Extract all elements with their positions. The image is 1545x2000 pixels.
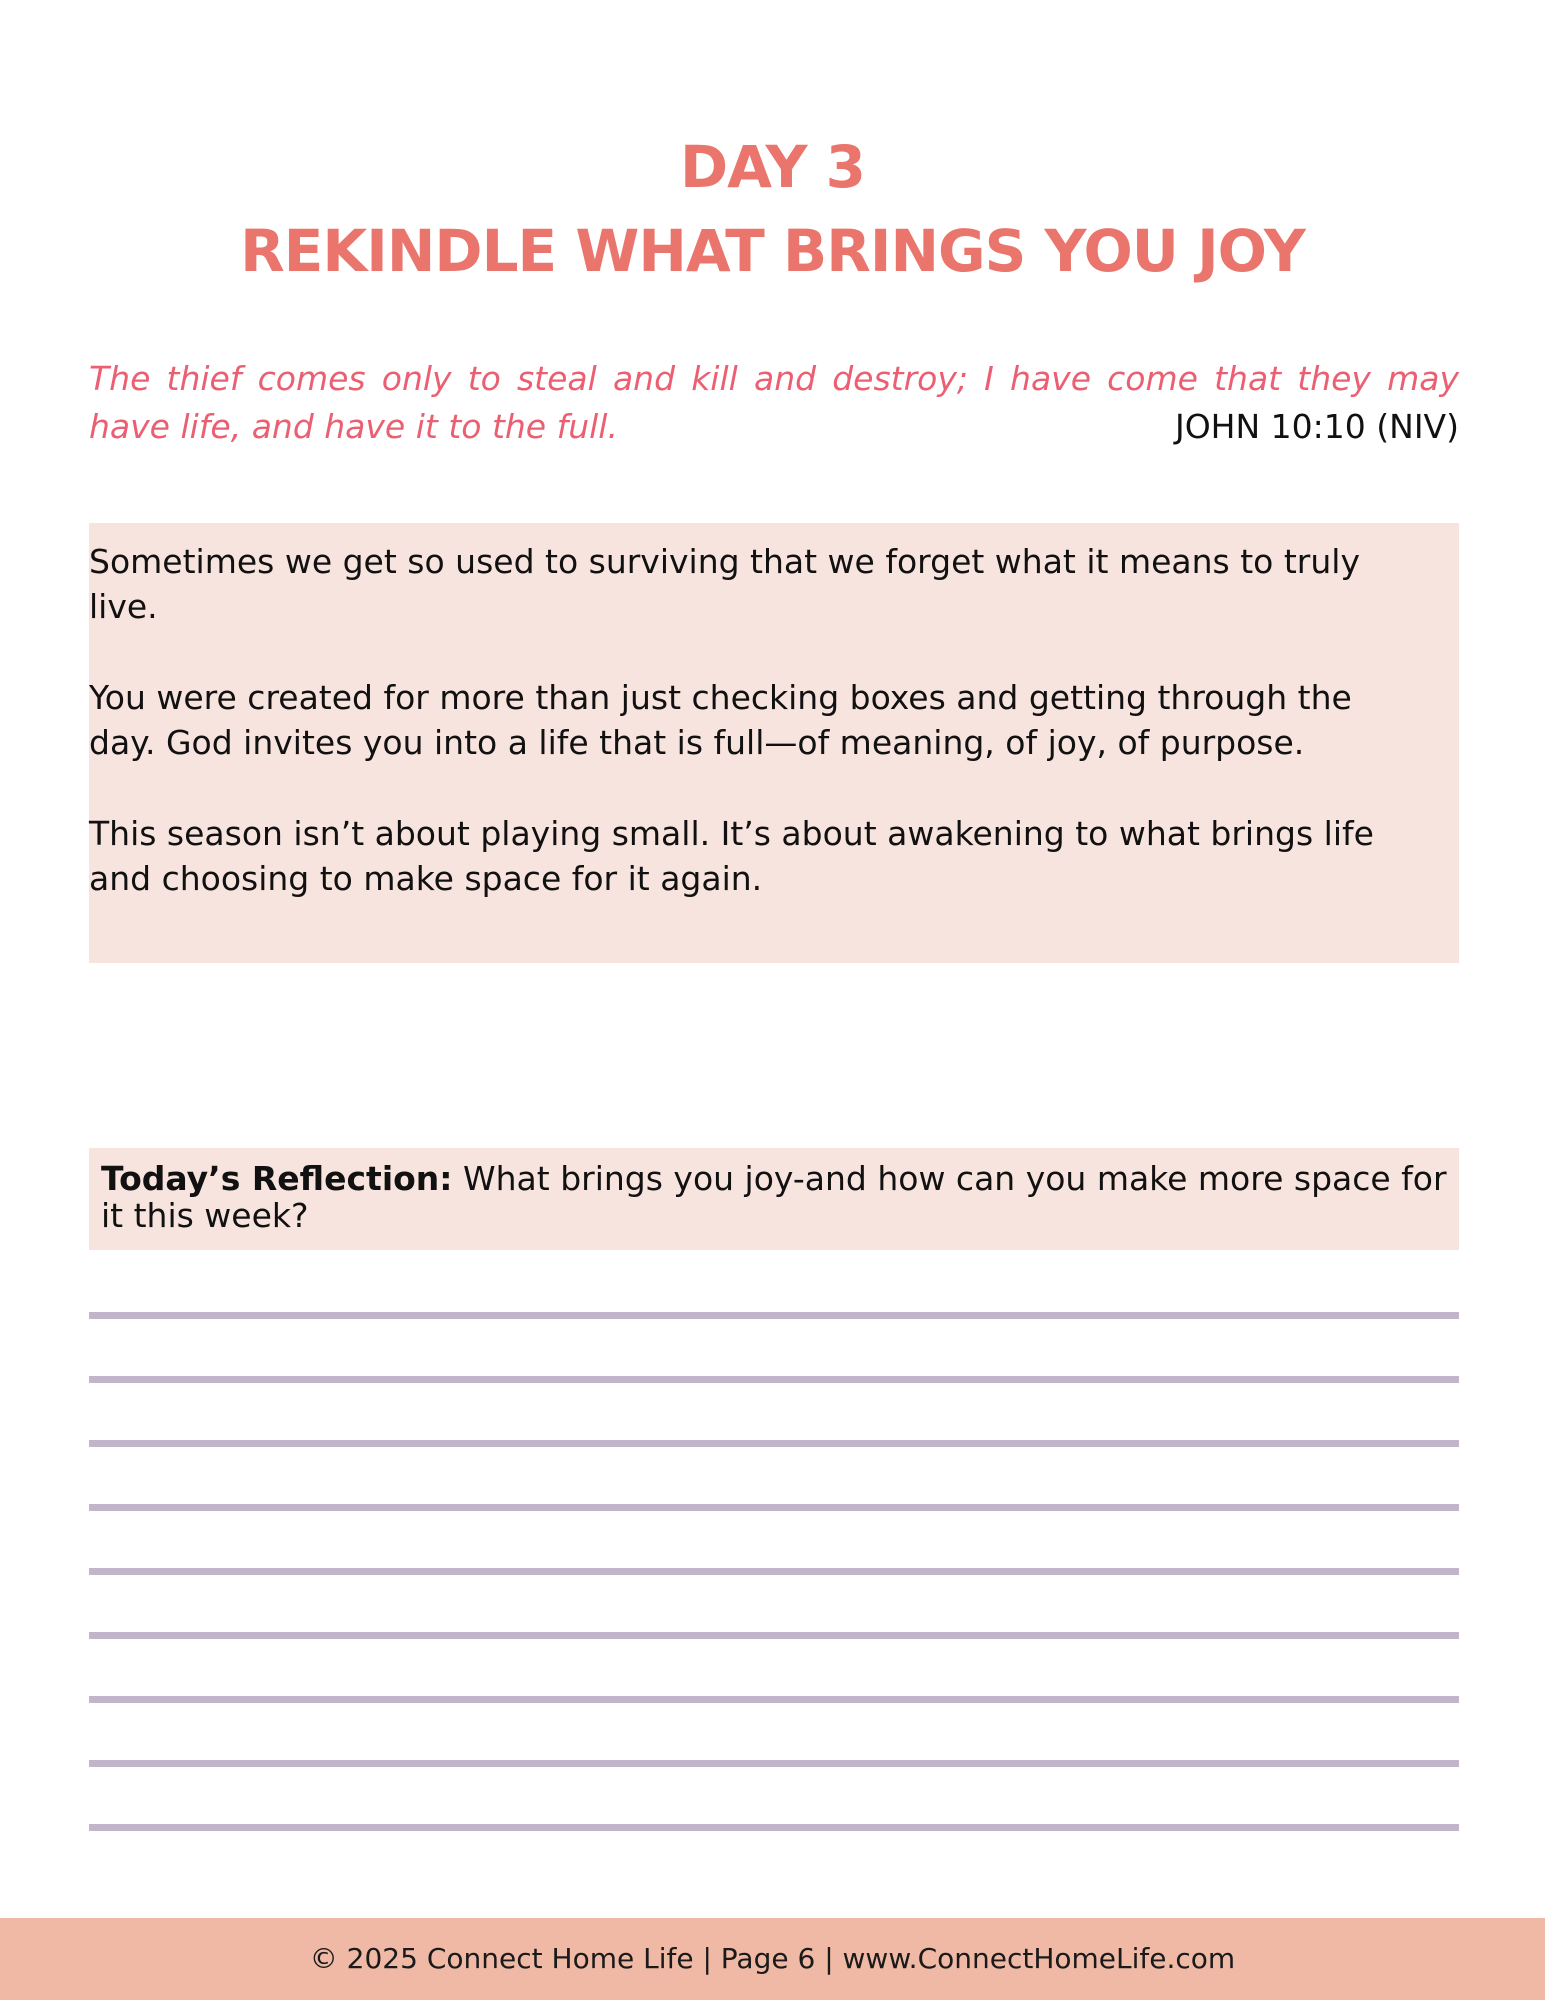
writing-line[interactable] (89, 1376, 1459, 1383)
day-label: DAY 3 (679, 133, 866, 201)
intro-box (89, 523, 1459, 963)
writing-line[interactable] (89, 1504, 1459, 1511)
writing-line[interactable] (89, 1696, 1459, 1703)
writing-line[interactable] (89, 1312, 1459, 1319)
writing-line[interactable] (89, 1568, 1459, 1575)
writing-line[interactable] (89, 1760, 1459, 1767)
reflection-label: Today’s Reflection: (101, 1159, 453, 1198)
verse-text: The thief comes only to steal and kill and destroy; I have come that they may have life, and have it to the full. (89, 359, 1459, 446)
intro-paragraph: This season isn’t about playing small. It’s about awakening to what brings life and choosing to make space for it again. (89, 814, 1374, 898)
intro-paragraph: You were created for more than just checking boxes and getting through the day. God invites you into a life that is full—of meaning, of joy, of purpose. (89, 678, 1352, 762)
reflection-prompt-box (89, 1148, 1459, 1250)
intro-paragraph: Sometimes we get so used to surviving that we forget what it means to truly live. (89, 542, 1360, 626)
reflection-prompt: What brings you joy-and how can you make more space for it this week? (101, 1159, 1447, 1235)
scripture-verse (89, 355, 1459, 451)
writing-line[interactable] (89, 1824, 1459, 1831)
writing-line[interactable] (89, 1632, 1459, 1639)
day-title: REKINDLE WHAT BRINGS YOU JOY (240, 217, 1305, 285)
page-title (0, 125, 1545, 293)
writing-lines (89, 1312, 1459, 1888)
writing-line[interactable] (89, 1440, 1459, 1447)
page-footer: © 2025 Connect Home Life | Page 6 | www.ConnectHomeLife.com (0, 1918, 1545, 2000)
verse-reference: JOHN 10:10 (NIV) (1155, 403, 1459, 451)
